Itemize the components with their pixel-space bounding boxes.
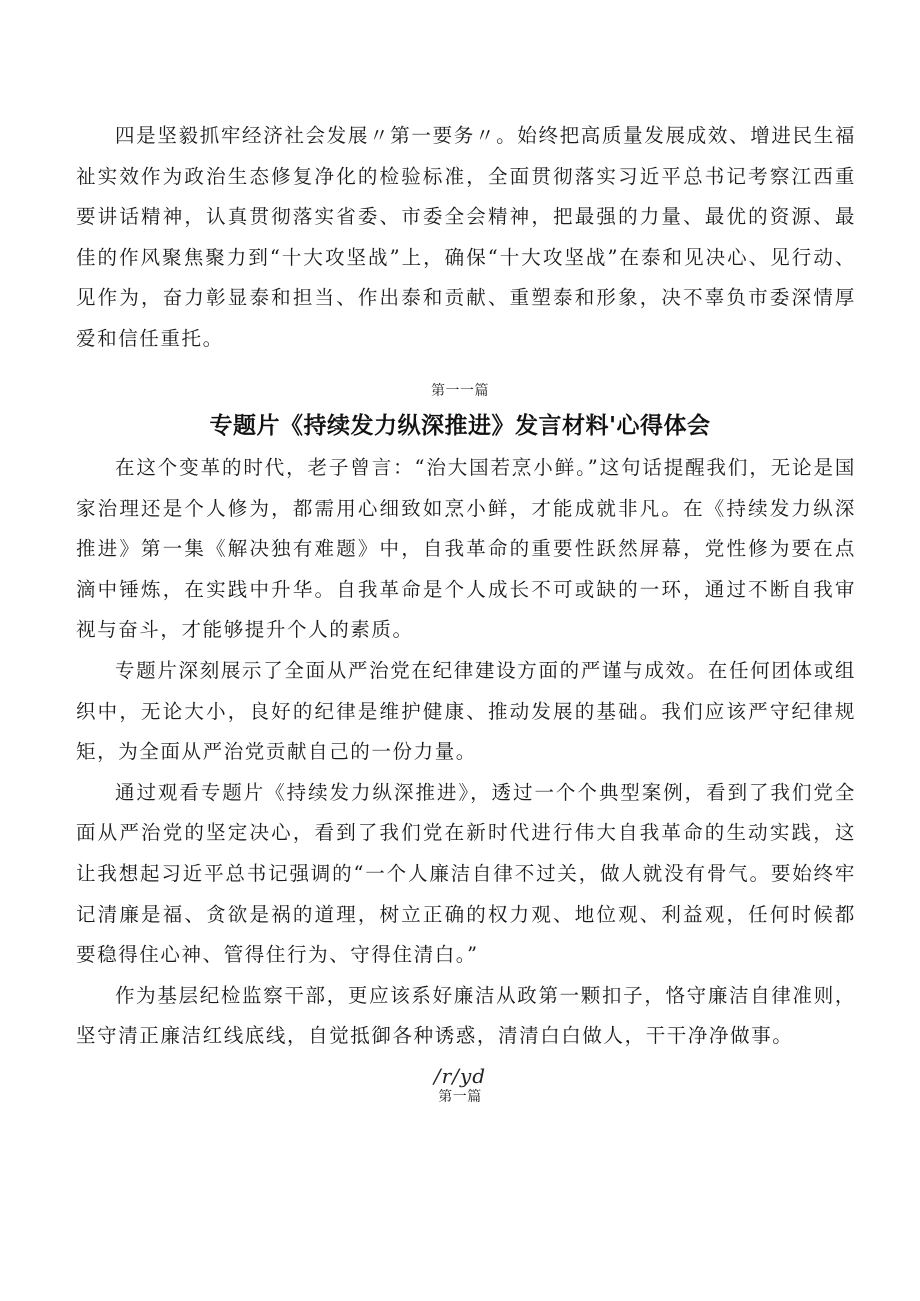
section-divider-label: 第一一篇 xyxy=(431,383,489,399)
handwritten-mark: /r/yd xyxy=(433,1064,487,1088)
section-1-body xyxy=(76,116,856,360)
section-title: 专题片《持续发力纵深推进》发言材料'心得体会 xyxy=(209,413,711,439)
paragraph: 作为基层纪检监察干部，更应该系好廉洁从政第一颗扣子，恪守廉洁自律准则，坚守清正廉洁红线底线，自觉抵御各种诱惑，清清白白做人，干干净净做事。 xyxy=(76,983,856,1048)
section-divider-label: 第一篇 xyxy=(438,1089,482,1105)
paragraph: 专题片深刻展示了全面从严治党在纪律建设方面的严谨与成效。在任何团体或组织中，无论大小，良好的纪律是维护健康、推动发展的基础。我们应该严守纪律规矩，为全面从严治党贡献自己的一份力量。 xyxy=(76,658,856,764)
paragraph: 通过观看专题片《持续发力纵深推进》，透过一个个典型案例，看到了我们党全面从严治党的坚定决心，看到了我们党在新时代进行伟大自我革命的生动实践，这让我想起习近平总书记强调的“一个人廉洁自律不过关，做人就没有骨气。要始终牢记清廉是福、贪欲是祸的道理，树立正确的权力观、地位观、利益观，任何时候都要稳得住心神、管得住行为、守得住清白。” xyxy=(76,780,856,967)
paragraph: 四是坚毅抓牢经济社会发展〃第一要务〃。始终把高质量发展成效、增进民生福祉实效作为政治生态修复净化的检验标准，全面贯彻落实习近平总书记考察江西重要讲话精神，认真贯彻落实省委、市委全会精神，把最强的力量、最优的资源、最佳的作风聚焦聚力到“十大攻坚战”上，确保“十大攻坚战”在泰和见决心、见行动、见作为，奋力彰显泰和担当、作出泰和贡献、重塑泰和形象，决不辜负市委深情厚爱和信任重托。 xyxy=(76,124,856,350)
paragraph: 在这个变革的时代，老子曾言：“治大国若烹小鲜。”这句话提醒我们，无论是国家治理还是个人修为，都需用心细致如烹小鲜，才能成就非凡。在《持续发力纵深推进》第一集《解决独有难题》中，自我革命的重要性跃然屏幕，党性修为要在点滴中锤炼，在实践中升华。自我革命是个人成长不可或缺的一环，通过不断自我审视与奋斗，才能够提升个人的素质。 xyxy=(76,456,856,642)
section-2-body xyxy=(76,448,856,1057)
